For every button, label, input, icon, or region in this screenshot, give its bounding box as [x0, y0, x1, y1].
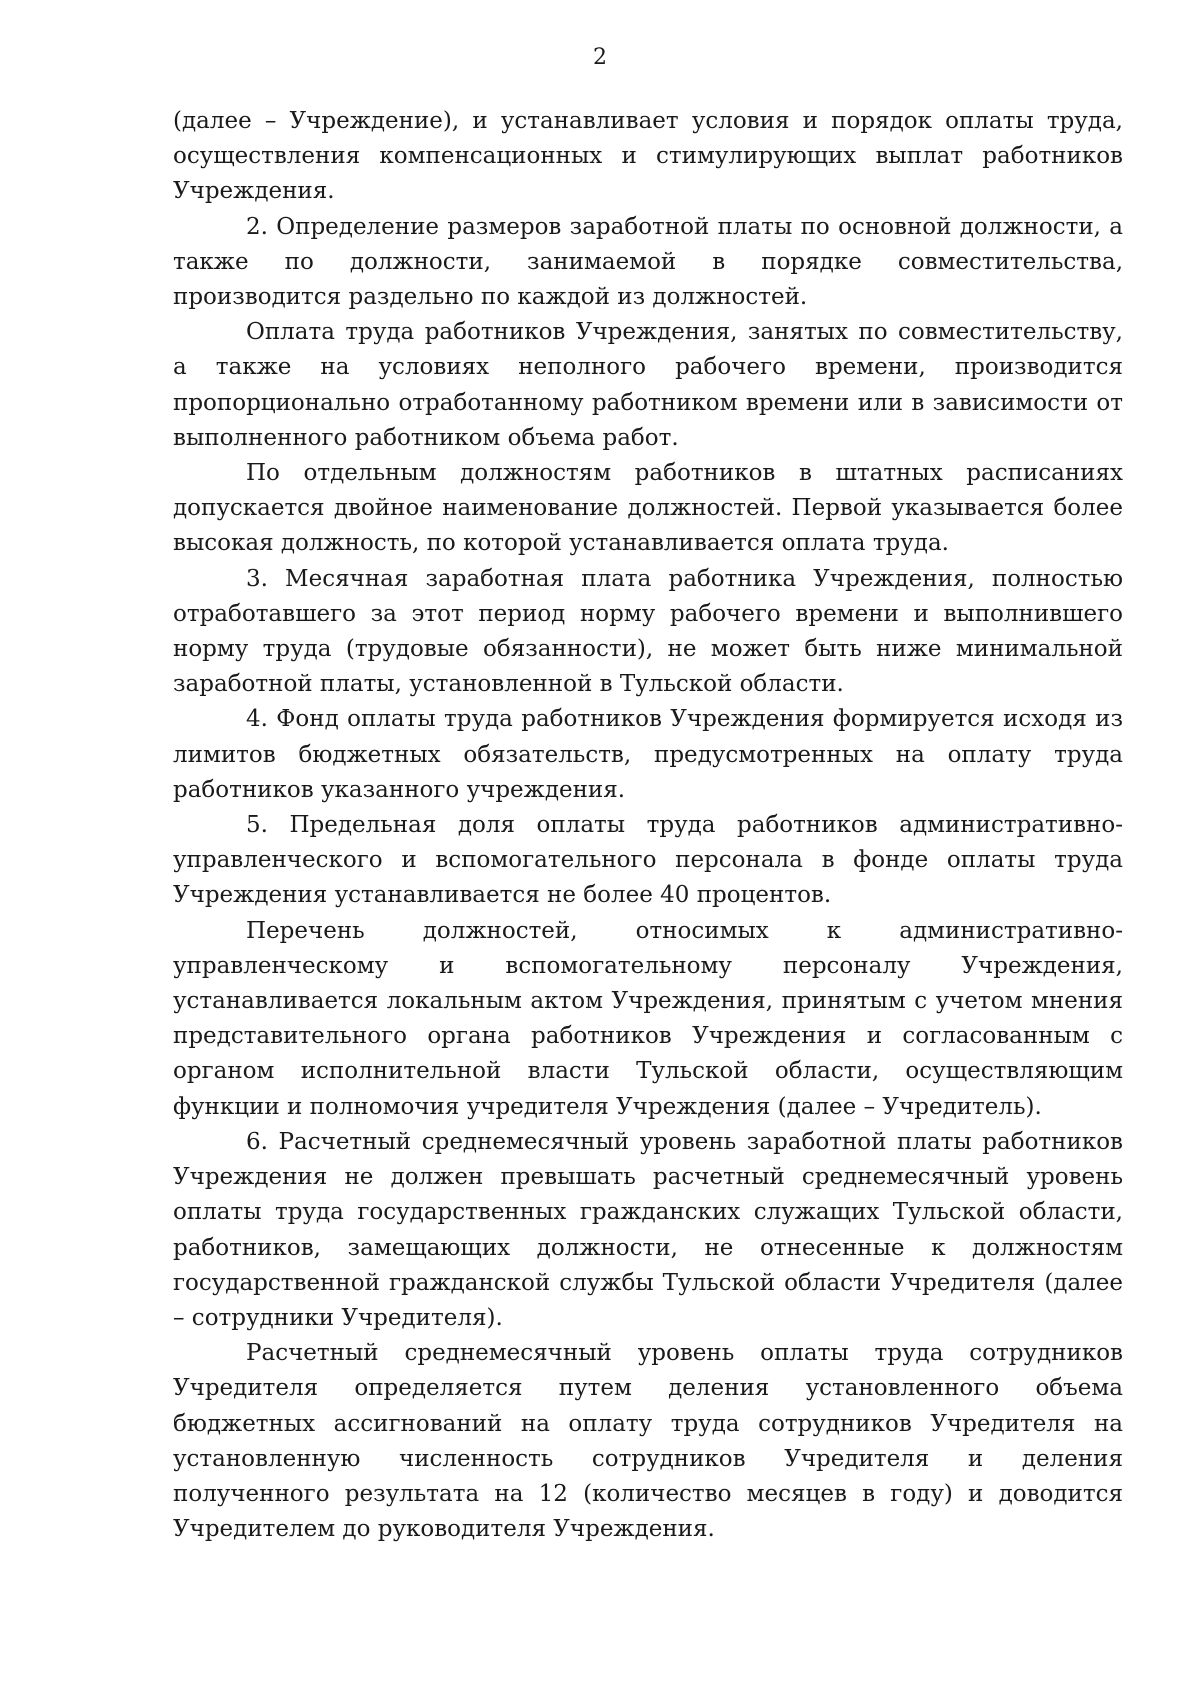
paragraph-double-position: По отдельным должностям работников в штатных расписаниях допускается двойное наименование должностей. Первой указывается более высокая должность, по которой устанавливается оплата труда.	[173, 460, 1123, 557]
paragraph-item-3: 3. Месячная заработная плата работника Учреждения, полностью отработавшего за этот период норму рабочего времени и выполнившего норму труда (трудовые обязанности), не может быть ниже минимальной заработной платы, установленной в Тульской области.	[173, 565, 1123, 698]
page-number: 2	[593, 45, 607, 70]
document-body	[173, 104, 1123, 1547]
paragraph-continuation: (далее – Учреждение), и устанавливает условия и порядок оплаты труда, осуществления компенсационных и стимулирующих выплат работников Учреждения.	[173, 108, 1123, 205]
paragraph-item-4: 4. Фонд оплаты труда работников Учреждения формируется исходя из лимитов бюджетных обязательств, предусмотренных на оплату труда работников указанного учреждения.	[173, 706, 1123, 803]
paragraph-item-6: 6. Расчетный среднемесячный уровень заработной платы работников Учреждения не должен превышать расчетный среднемесячный уровень оплаты труда государственных гражданских служащих Тульской области, работников, замещающих должности, не отнесенные к должностям государственной гражданской службы Тульской области Учредителя (далее – сотрудники Учредителя).	[173, 1128, 1123, 1331]
paragraph-item-2: 2. Определение размеров заработной платы по основной должности, а также по должности, занимаемой в порядке совместительства, производится раздельно по каждой из должностей.	[173, 213, 1123, 311]
paragraph-part-time-pay: Оплата труда работников Учреждения, занятых по совместительству, а также на условиях неполного рабочего времени, производится пропорционально отработанному работником времени или в зависимости от выполненного работником объема работ.	[173, 319, 1123, 451]
paragraph-staff-list: Перечень должностей, относимых к административно-управленческому и вспомогательному персоналу Учреждения, устанавливается локальным актом Учреждения, принятым с учетом мнения представительного органа работников Учреждения и согласованным с органом исполнительной власти Тульской области, осуществляющим функции и полномочия учредителя Учреждения (далее – Учредитель).	[173, 917, 1123, 1120]
paragraph-average-pay-calc: Расчетный среднемесячный уровень оплаты труда сотрудников Учредителя определяется путем деления установленного объема бюджетных ассигнований на оплату труда сотрудников Учредителя на установленную численность сотрудников Учредителя и деления полученного результата на 12 (количество месяцев в году) и доводится Учредителем до руководителя Учреждения.	[173, 1340, 1123, 1543]
paragraph-item-5: 5. Предельная доля оплаты труда работников административно-управленческого и вспомогательного персонала в фонде оплаты труда Учреждения устанавливается не более 40 процентов.	[173, 812, 1123, 909]
